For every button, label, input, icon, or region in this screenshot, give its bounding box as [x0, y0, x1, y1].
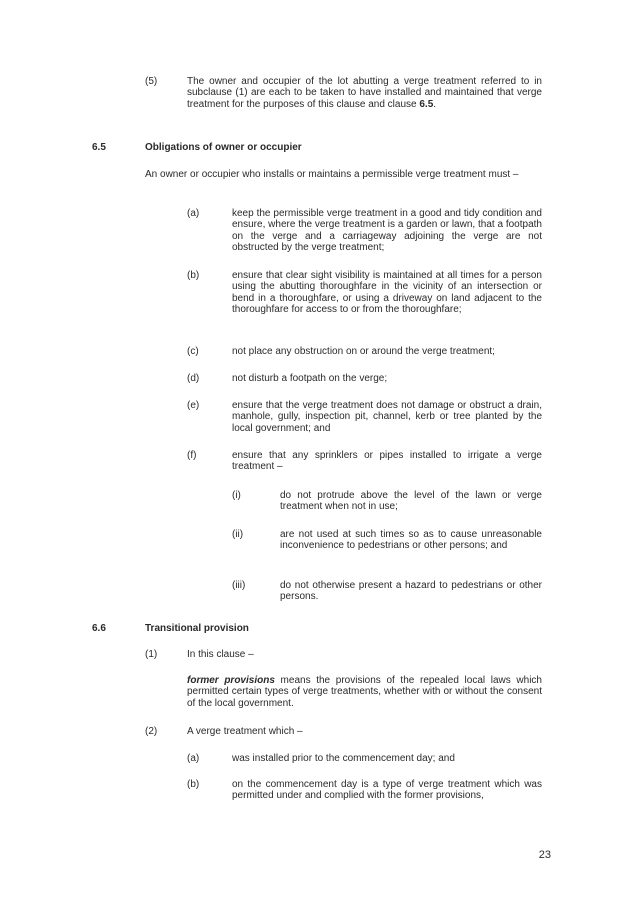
subclause-text: In this clause –	[187, 649, 254, 660]
item-text: ensure that clear sight visibility is maintained at all times for a person using the abutting thoroughfare in the vicinity of an intersection or bend in a thoroughfare, or using a driveway on land adjacent to the thoroughfare for access to or from the thoroughfare;	[232, 270, 542, 315]
item-text: ensure that the verge treatment does not damage or obstruct a drain, manhole, gully, inspection pit, channel, kerb or tree planted by the local government; and	[232, 400, 542, 434]
section-intro: An owner or occupier who installs or maintains a permissible verge treatment must –	[145, 169, 519, 180]
subitem-label: (iii)	[232, 580, 246, 591]
item-label: (f)	[187, 450, 197, 461]
subclause-5-end: .	[433, 98, 437, 110]
definition-text: means the provisions of the repealed local laws which permitted certain types of verge treatments, whether with or without the consent of the local government.	[187, 675, 542, 709]
subitem-label: (ii)	[232, 529, 244, 540]
subitem-text: do not otherwise present a hazard to pedestrians or other persons.	[280, 580, 542, 603]
section-title: Transitional provision	[145, 623, 249, 634]
subclause-label: (2)	[145, 726, 158, 737]
item-label: (e)	[187, 400, 200, 411]
item-text: on the commencement day is a type of verge treatment which was permitted under and complied with the former provisions,	[232, 779, 542, 802]
item-label: (c)	[187, 346, 199, 357]
item-text: keep the permissible verge treatment in a good and tidy condition and ensure, where the verge treatment is a garden or lawn, that a footpath on the verge and a carriageway adjoining the verge are not obstructed by the verge treatment;	[232, 208, 542, 253]
section-title: Obligations of owner or occupier	[145, 142, 302, 153]
subclause-text: A verge treatment which –	[187, 726, 303, 737]
item-label: (a)	[187, 753, 200, 764]
clause-reference: 6.5	[419, 98, 434, 110]
subclause-label: (5)	[145, 76, 158, 87]
item-label: (d)	[187, 373, 200, 384]
subitem-label: (i)	[232, 490, 241, 501]
subitem-text: are not used at such times so as to cause unreasonable inconvenience to pedestrians or other persons; and	[280, 529, 542, 552]
definition	[187, 675, 542, 709]
item-label: (b)	[187, 270, 200, 281]
section-number: 6.6	[92, 623, 106, 634]
definition-term: former provisions	[187, 675, 275, 686]
item-text: ensure that any sprinklers or pipes installed to irrigate a verge treatment –	[232, 450, 542, 473]
page-number: 23	[538, 849, 551, 861]
item-label: (a)	[187, 208, 200, 219]
subclause-label: (1)	[145, 649, 158, 660]
subclause-5-body: The owner and occupier of the lot abutting a verge treatment referred to in subclause (1) are each to be taken to have installed and maintained that verge treatment for the purposes of this clause and clause	[187, 76, 542, 110]
item-text: not disturb a footpath on the verge;	[232, 373, 388, 384]
item-text: was installed prior to the commencement day; and	[232, 753, 455, 764]
subitem-text: do not protrude above the level of the lawn or verge treatment when not in use;	[280, 490, 542, 513]
section-number: 6.5	[92, 142, 106, 153]
subclause-5-text	[187, 76, 542, 110]
item-text: not place any obstruction on or around the verge treatment;	[232, 346, 495, 357]
item-label: (b)	[187, 779, 200, 790]
